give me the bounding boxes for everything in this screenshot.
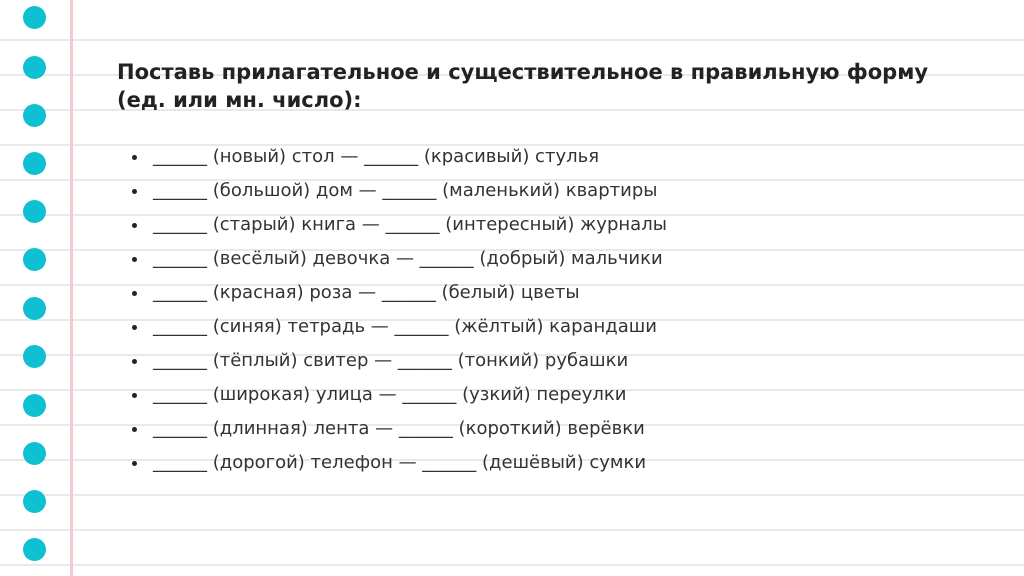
exercise-text: ______ (синяя) тетрадь — ______ (жёлтый) карандаши — [153, 316, 657, 337]
list-item — [117, 242, 977, 276]
binder-dot — [23, 297, 46, 320]
bullet-icon — [132, 257, 137, 262]
bullet-icon — [132, 291, 137, 296]
binder-dot — [23, 6, 46, 29]
list-item — [117, 140, 977, 174]
binder-dot — [23, 200, 46, 223]
binder-dot — [23, 104, 46, 127]
exercise-text: ______ (широкая) улица — ______ (узкий) переулки — [153, 384, 627, 405]
binder-dot — [23, 248, 46, 271]
list-item — [117, 446, 977, 480]
list-item — [117, 344, 977, 378]
binder-dot — [23, 538, 46, 561]
bullet-icon — [132, 427, 137, 432]
exercise-title: Поставь прилагательное и существительное в правильную форму (ед. или мн. число): — [117, 60, 929, 112]
list-item — [117, 276, 977, 310]
binder-dot — [23, 442, 46, 465]
exercise-text: ______ (старый) книга — ______ (интересный) журналы — [153, 214, 667, 235]
bullet-icon — [132, 393, 137, 398]
margin-line — [70, 0, 73, 576]
binder-dot — [23, 394, 46, 417]
exercise-text: ______ (красная) роза — ______ (белый) цветы — [153, 282, 580, 303]
binder-dot — [23, 152, 46, 175]
bullet-icon — [132, 223, 137, 228]
binder-holes — [23, 6, 47, 576]
binder-dot — [23, 56, 46, 79]
exercise-text: ______ (тёплый) свитер — ______ (тонкий) рубашки — [153, 350, 629, 371]
exercise-text: ______ (дорогой) телефон — ______ (дешёвый) сумки — [153, 452, 647, 473]
bullet-icon — [132, 155, 137, 160]
list-item — [117, 378, 977, 412]
binder-dot — [23, 490, 46, 513]
exercise-text: ______ (длинная) лента — ______ (короткий) верёвки — [153, 418, 645, 439]
list-item — [117, 310, 977, 344]
exercise-content — [117, 58, 977, 480]
list-item — [117, 174, 977, 208]
list-item — [117, 412, 977, 446]
exercise-text: ______ (новый) стол — ______ (красивый) стулья — [153, 146, 600, 167]
exercise-list — [117, 140, 977, 480]
binder-dot — [23, 345, 46, 368]
list-item — [117, 208, 977, 242]
bullet-icon — [132, 461, 137, 466]
bullet-icon — [132, 325, 137, 330]
exercise-text: ______ (большой) дом — ______ (маленький) квартиры — [153, 180, 658, 201]
bullet-icon — [132, 359, 137, 364]
bullet-icon — [132, 189, 137, 194]
exercise-text: ______ (весёлый) девочка — ______ (добрый) мальчики — [153, 248, 663, 269]
